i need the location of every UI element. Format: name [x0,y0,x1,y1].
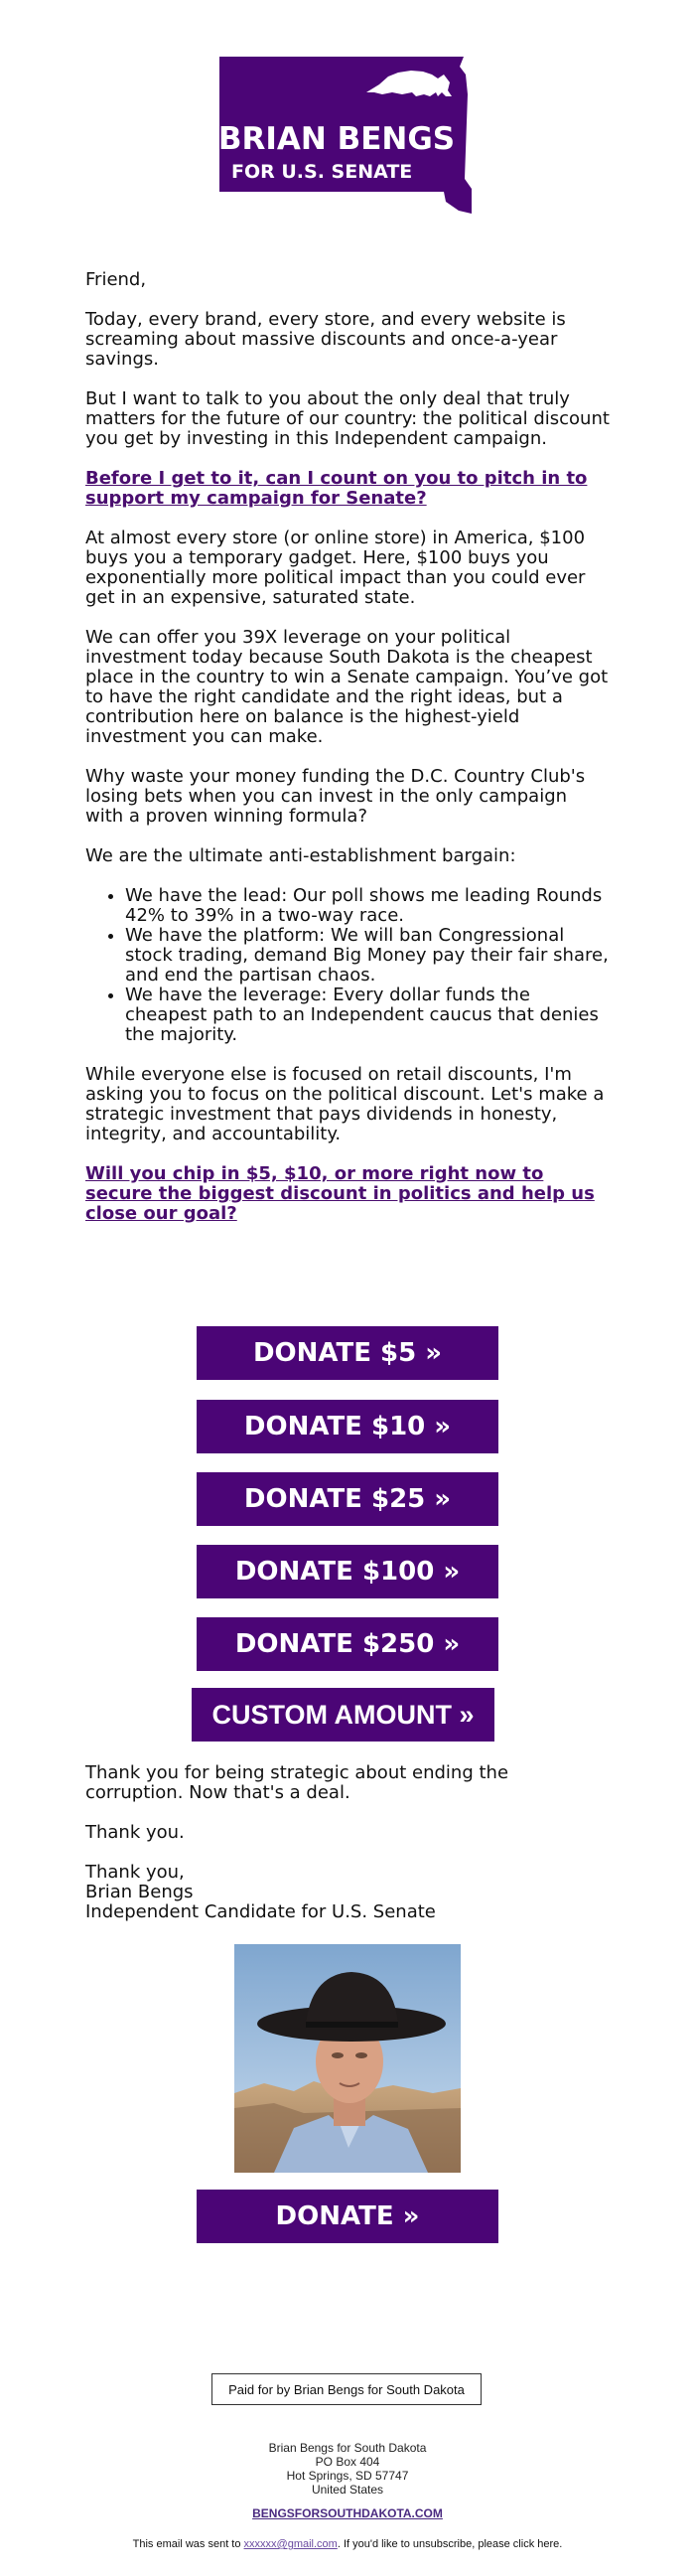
address-line: Hot Springs, SD 57747 [286,2469,409,2483]
unsubscribe-text[interactable]: . If you'd like to unsubscribe, please click here. [337,2538,563,2550]
logo-line2: FOR U.S. SENATE [231,161,413,183]
paragraph: We can offer you 39X leverage on your political investment today because South Dakota is the cheapest place in the country to win a Senate campaign. You’ve got to have the right candidate and the right ideas, but a contribution here on balance is the highest-yield investment you can make. [85,627,609,747]
closing-paragraph: Thank you for being strategic about ending the corruption. Now that's a deal. [85,1762,509,1803]
campaign-logo [217,55,478,219]
paragraph: While everyone else is focused on retail discounts, I'm asking you to focus on the political discount. Let's make a strategic investment that pays dividends in honesty, integrity, and accountability. [85,1064,605,1144]
paid-for-disclaimer: Paid for by Brian Bengs for South Dakota [211,2373,482,2405]
donate-5-button[interactable]: DONATE $5 » [197,1326,498,1380]
address-line: PO Box 404 [315,2455,380,2469]
website-link[interactable]: BENGSFORSOUTHDAKOTA.COM [252,2506,443,2520]
signature-line: Thank you, [85,1862,185,1883]
paragraph: Why waste your money funding the D.C. Country Club's losing bets when you can invest in the only campaign with a proven winning formula? [85,766,586,827]
signature-title: Independent Candidate for U.S. Senate [85,1901,436,1922]
south-dakota-logo-shape [217,55,478,219]
recipient-email-link[interactable]: xxxxxx@gmail.com [243,2538,338,2550]
donate-10-button[interactable]: DONATE $10 » [197,1400,498,1453]
signature [85,1863,610,1922]
greeting: Friend, [85,269,147,290]
footer-text: This email was sent to [132,2538,244,2550]
donate-25-button[interactable]: DONATE $25 » [197,1472,498,1526]
paragraph: Today, every brand, every store, and every website is screaming about massive discounts and once-a-year savings. [85,309,566,370]
list-item: • We have the leverage: Every dollar funds the cheapest path to an Independent caucus that denies the majority. [125,985,610,1045]
list-item: • We have the platform: We will ban Congressional stock trading, demand Big Money pay their fair share, and end the partisan chaos. [125,926,610,985]
logo-line1: BRIAN BENGS [217,121,456,157]
list-item: • We have the lead: Our poll shows me leading Rounds 42% to 39% in a two-way race. [125,886,610,926]
closing-thanks: Thank you. [85,1822,185,1843]
address-line: United States [311,2483,384,2497]
email-body [85,270,610,1244]
cta-link-pitch-in[interactable]: Before I get to it, can I count on you to pitch in to support my campaign for Senate? [85,468,588,509]
closing-section [85,1763,610,1922]
address-line: Brian Bengs for South Dakota [268,2441,427,2455]
custom-amount-button[interactable]: CUSTOM AMOUNT » [192,1688,494,1742]
unsubscribe-footer [0,2538,695,2550]
donate-button[interactable]: DONATE » [197,2190,498,2243]
paragraph: At almost every store (or online store) in America, $100 buys you a temporary gadget. Here, $100 buys you exponentially more political impact than you could ever get in an expensive, saturated state. [85,528,586,608]
donate-100-button[interactable]: DONATE $100 » [197,1545,498,1598]
paragraph: But I want to talk to you about the only deal that truly matters for the future of our country: the political discount you get by investing in this Independent campaign. [85,388,610,449]
paragraph: We are the ultimate anti-establishment bargain: [85,845,516,866]
cta-link-chip-in[interactable]: Will you chip in $5, $10, or more right now to secure the biggest discount in politics and help us close our goal? [85,1163,595,1224]
donate-250-button[interactable]: DONATE $250 » [197,1617,498,1671]
mailing-address [0,2441,695,2497]
candidate-photo [234,1944,461,2173]
signature-name: Brian Bengs [85,1882,194,1902]
bargain-list [85,886,610,1045]
